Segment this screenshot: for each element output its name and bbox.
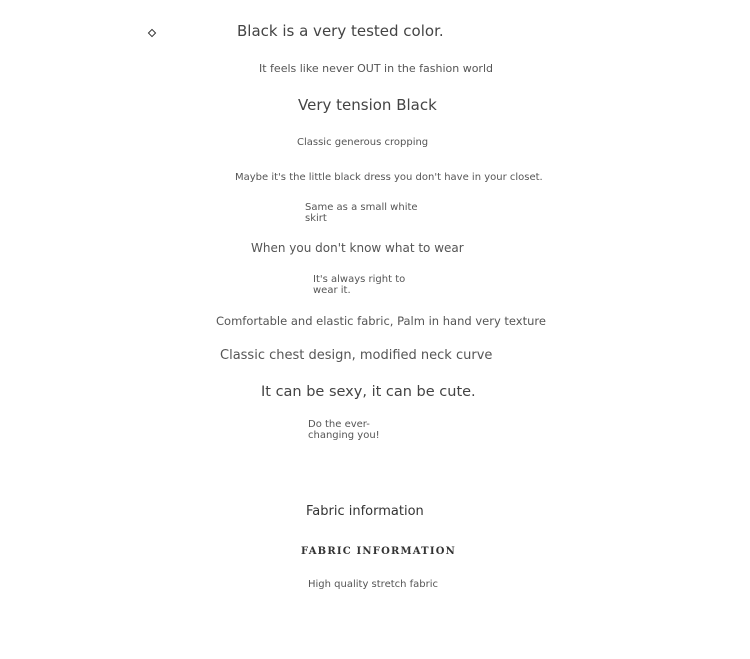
- fabric-information-heading: Fabric information: [306, 504, 424, 519]
- fabric-information-caps-heading: FABRIC INFORMATION: [301, 546, 456, 557]
- copy-little-black-dress: Maybe it's the little black dress you don't have in your closet.: [235, 172, 543, 183]
- copy-always-right: It's always right to wear it.: [313, 274, 406, 296]
- copy-classic-cropping: Classic generous cropping: [297, 137, 429, 148]
- copy-chest-design: Classic chest design, modified neck curve: [220, 348, 493, 363]
- copy-never-out: It feels like never OUT in the fashion world: [259, 62, 493, 75]
- copy-ever-changing: Do the ever-changing you!: [308, 419, 380, 441]
- diamond-icon: [148, 29, 156, 37]
- headline-black-tested-color: Black is a very tested color.: [237, 22, 444, 40]
- copy-small-white-skirt: Same as a small white skirt: [305, 202, 418, 224]
- headline-sexy-cute: It can be sexy, it can be cute.: [261, 384, 476, 400]
- copy-elastic-fabric: Comfortable and elastic fabric, Palm in hand very texture: [216, 314, 546, 328]
- fabric-description: High quality stretch fabric: [308, 579, 439, 590]
- headline-very-tension-black: Very tension Black: [298, 96, 437, 114]
- copy-what-to-wear: When you don't know what to wear: [251, 241, 464, 255]
